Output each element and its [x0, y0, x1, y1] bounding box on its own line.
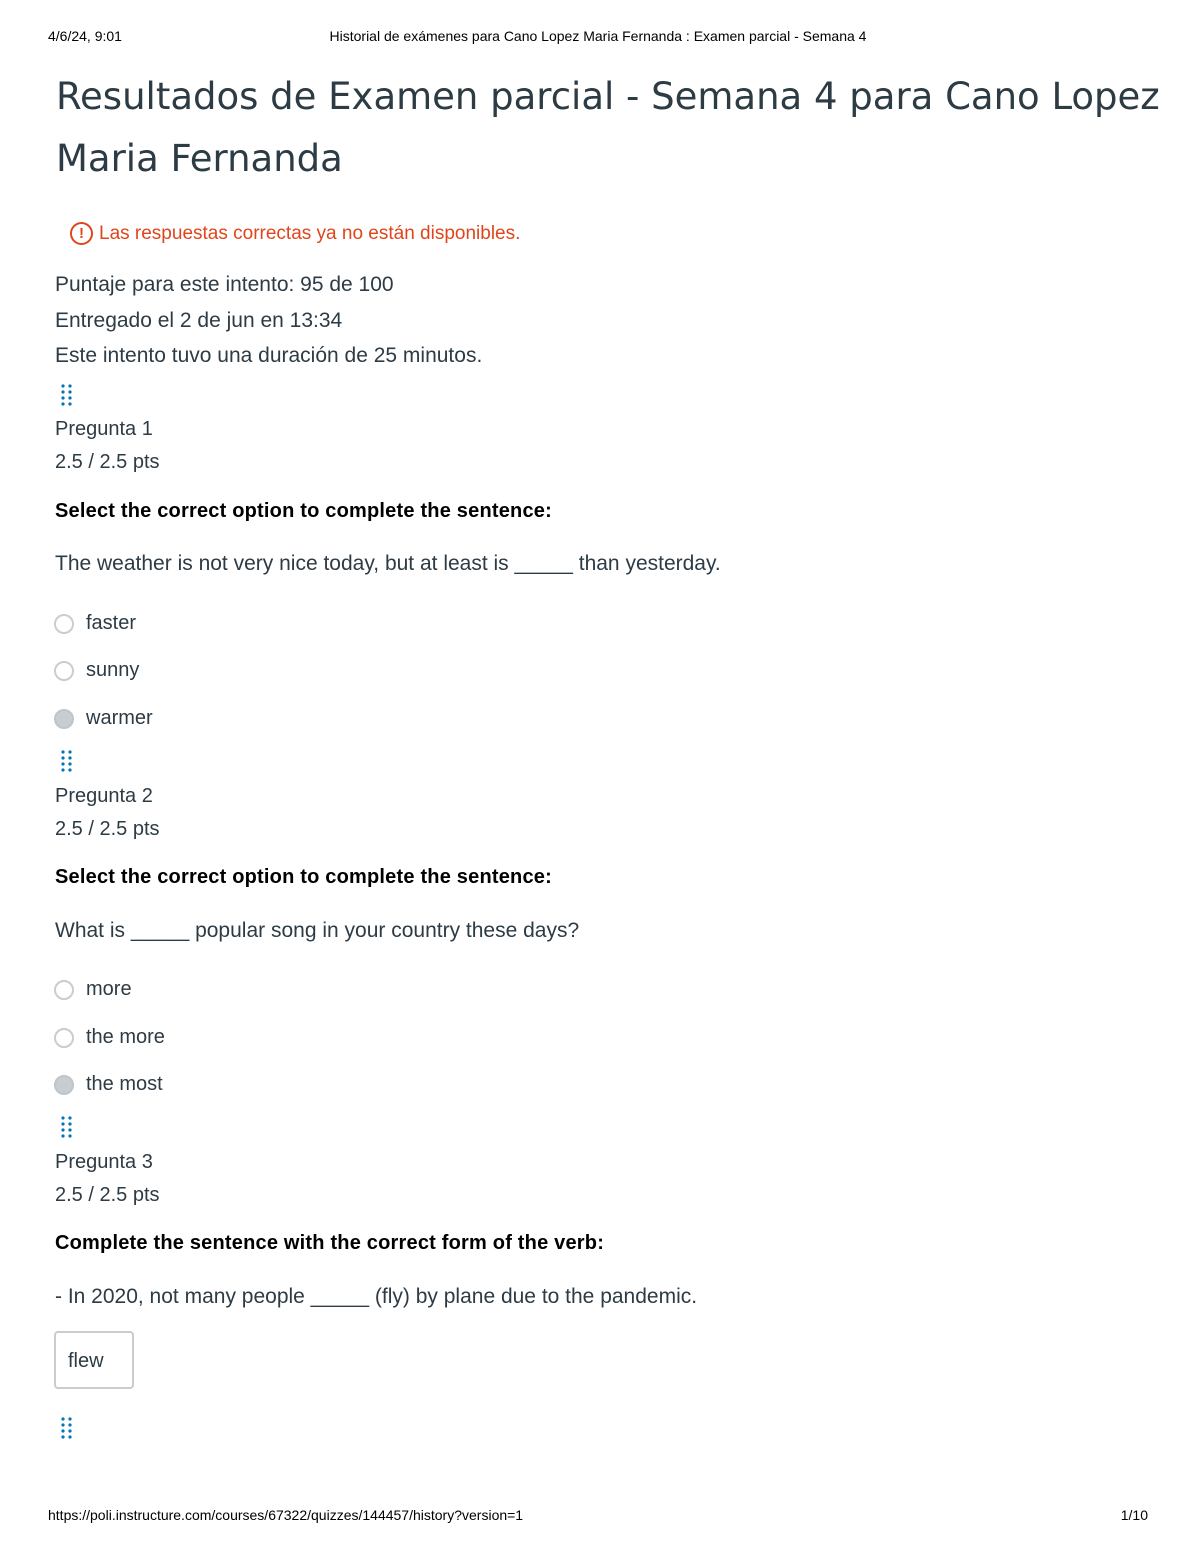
option-label: the more [86, 1026, 165, 1048]
option-label: sunny [86, 659, 140, 681]
drag-handle-icon[interactable] [60, 1115, 74, 1139]
page-url: https://poli.instructure.com/courses/67322/quizzes/144457/history?version=1 [48, 1507, 524, 1523]
submission-date: Entregado el 2 de jun en 13:34 [55, 309, 343, 332]
answer-option[interactable] [54, 612, 136, 635]
drag-handle-icon[interactable] [60, 383, 74, 407]
question-text: The weather is not very nice today, but at least is _____ than yesterday. [55, 552, 721, 575]
print-footer [48, 1507, 1148, 1527]
radio-button[interactable] [54, 980, 74, 1000]
question-points: 2.5 / 2.5 pts [55, 451, 160, 473]
warning-circle-icon: ! [70, 222, 93, 245]
option-label: the most [86, 1073, 163, 1095]
attempt-duration: Este intento tuvo una duración de 25 minutos. [55, 344, 483, 367]
radio-button[interactable] [54, 1028, 74, 1048]
answers-unavailable-alert [70, 222, 520, 245]
print-page-title: Historial de exámenes para Cano Lopez Maria Fernanda : Examen parcial - Semana 4 [329, 28, 867, 44]
page-title: Resultados de Examen parcial - Semana 4 para Cano Lopez Maria Fernanda [56, 75, 1160, 180]
option-label: more [86, 978, 132, 1000]
alert-text: Las respuestas correctas ya no están disponibles. [99, 222, 521, 244]
radio-button[interactable] [54, 661, 74, 681]
print-header [48, 28, 1148, 48]
answer-input[interactable]: flew [54, 1331, 134, 1389]
print-date: 4/6/24, 9:01 [48, 28, 122, 44]
option-label: faster [86, 612, 137, 634]
question-text: - In 2020, not many people _____ (fly) by plane due to the pandemic. [55, 1285, 698, 1308]
question-label: Pregunta 1 [55, 418, 153, 440]
question-text: What is _____ popular song in your country these days? [55, 919, 580, 942]
radio-button-selected[interactable] [54, 709, 74, 729]
question-points: 2.5 / 2.5 pts [55, 1184, 160, 1206]
radio-button-selected[interactable] [54, 1075, 74, 1095]
answer-option[interactable] [54, 978, 132, 1001]
answer-option[interactable] [54, 659, 139, 682]
answer-option[interactable] [54, 1026, 165, 1049]
question-points: 2.5 / 2.5 pts [55, 818, 160, 840]
question-label: Pregunta 3 [55, 1151, 153, 1173]
radio-button[interactable] [54, 614, 74, 634]
page-number: 1/10 [1120, 1507, 1148, 1523]
option-label: warmer [86, 707, 153, 729]
question-instruction: Select the correct option to complete the sentence: [55, 500, 552, 522]
question-label: Pregunta 2 [55, 785, 153, 807]
drag-handle-icon[interactable] [60, 749, 74, 773]
answer-option-selected[interactable] [54, 707, 153, 730]
drag-handle-icon[interactable] [60, 1416, 74, 1440]
answer-option-selected[interactable] [54, 1073, 163, 1096]
attempt-score: Puntaje para este intento: 95 de 100 [55, 273, 394, 296]
question-instruction: Complete the sentence with the correct form of the verb: [55, 1232, 605, 1254]
question-instruction: Select the correct option to complete the sentence: [55, 866, 552, 888]
